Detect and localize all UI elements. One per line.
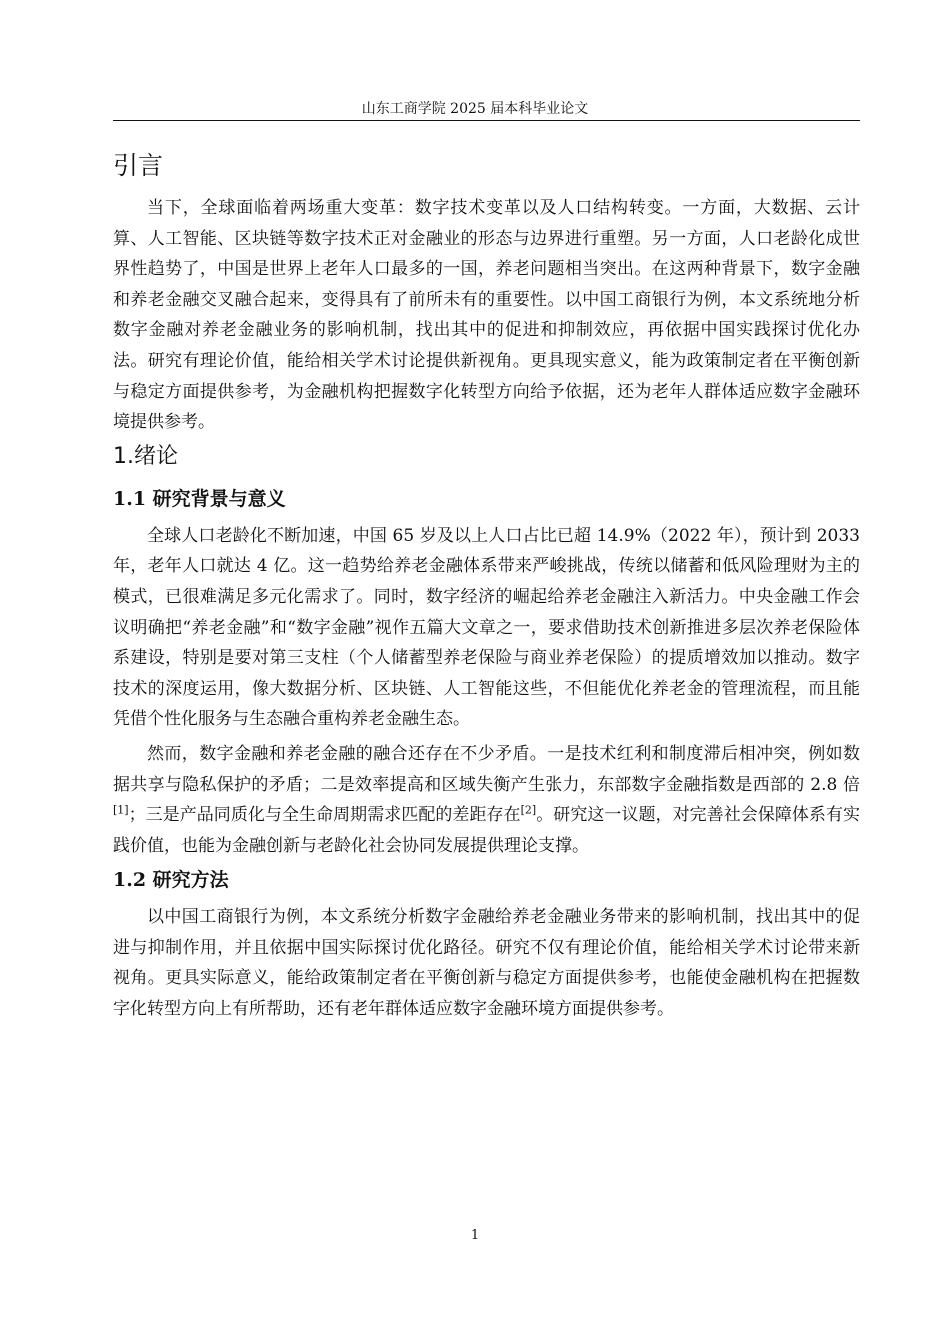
page-body <box>113 150 860 1029</box>
paragraph-text: 。研究这一议题，对完善社会保障体系有实践价值，也能为金融创新与老龄化社会协同发展提供理论支撑。 <box>113 805 861 856</box>
section-1-1-paragraph-1: 全球人口老龄化不断加速，中国 65 岁及以上人口占比已超 14.9%（2022 年），预计到 2033 年，老年人口就达 4 亿。这一趋势给养老金融体系带来严峻挑战，传统以储蓄和低风险理财为主的模式，已很难满足多元化需求了。同时，数字经济的崛起给养老金融注入新活力。中央金融工作会议明确把“养老金融”和“数字金融”视作五篇大文章之一，要求借助技术创新推进多层次养老保险体系建设，特别是要对第三支柱（个人储蓄型养老保险与商业养老保险）的提质增效加以推动。数字技术的深度运用，像大数据分析、区块链、人工智能这些，不但能优化养老金的管理流程，而且能凭借个性化服务与生态融合重构养老金融生态。 <box>113 525 860 730</box>
intro-heading: 引言 <box>113 151 164 180</box>
citation-ref-2[interactable]: [2] <box>520 803 537 817</box>
paragraph-text: 然而，数字金融和养老金融的融合还存在不少矛盾。一是技术红利和制度滞后相冲突，例如数据共享与隐私保护的矛盾；二是效率提高和区域失衡产生张力，东部数字金融指数是西部的 2.8 倍 <box>113 743 860 795</box>
header-divider <box>113 120 860 121</box>
running-header: 山东工商学院 2025 届本科毕业论文 <box>361 101 589 117</box>
paragraph-text: ；三是产品同质化与全生命周期需求匹配的差距存在 <box>128 805 521 826</box>
chapter-heading: 1.绪论 <box>113 443 178 469</box>
section-1-1-paragraph-2 <box>113 739 860 861</box>
citation-ref-1[interactable]: [1] <box>113 803 129 817</box>
intro-paragraph: 当下，全球面临着两场重大变革：数字技术变革以及人口结构转变。一方面，大数据、云计算、人工智能、区块链等数字技术正对金融业的形态与边界进行重塑。另一方面，人口老龄化成世界性趋势了，中国是世界上老年人口最多的一国，养老问题相当突出。在这两种背景下，数字金融和养老金融交叉融合起来，变得具有了前所未有的重要性。以中国工商银行为例，本文系统地分析数字金融对养老金融业务的影响机制，找出其中的促进和抑制效应，再依据中国实践探讨优化办法。研究有理论价值，能给相关学术讨论提供新视角。更具现实意义，能为政策制定者在平衡创新与稳定方面提供参考，为金融机构把握数字化转型方向给予依据，还为老年人群体适应数字金融环境提供参考。 <box>113 198 860 433</box>
section-1-2-heading: 1.2 研究方法 <box>113 869 229 892</box>
page-number: 1 <box>470 1228 480 1243</box>
section-1-2-paragraph: 以中国工商银行为例，本文系统分析数字金融给养老金融业务带来的影响机制，找出其中的促进与抑制作用，并且依据中国实际探讨优化路径。研究不仅有理论价值，能给相关学术讨论带来新视角。更具实际意义，能给政策制定者在平衡创新与稳定方面提供参考，也能使金融机构在把握数字化转型方向上有所帮助，还有老年群体适应数字金融环境方面提供参考。 <box>113 907 860 1020</box>
section-1-1-heading: 1.1 研究背景与意义 <box>113 487 286 510</box>
